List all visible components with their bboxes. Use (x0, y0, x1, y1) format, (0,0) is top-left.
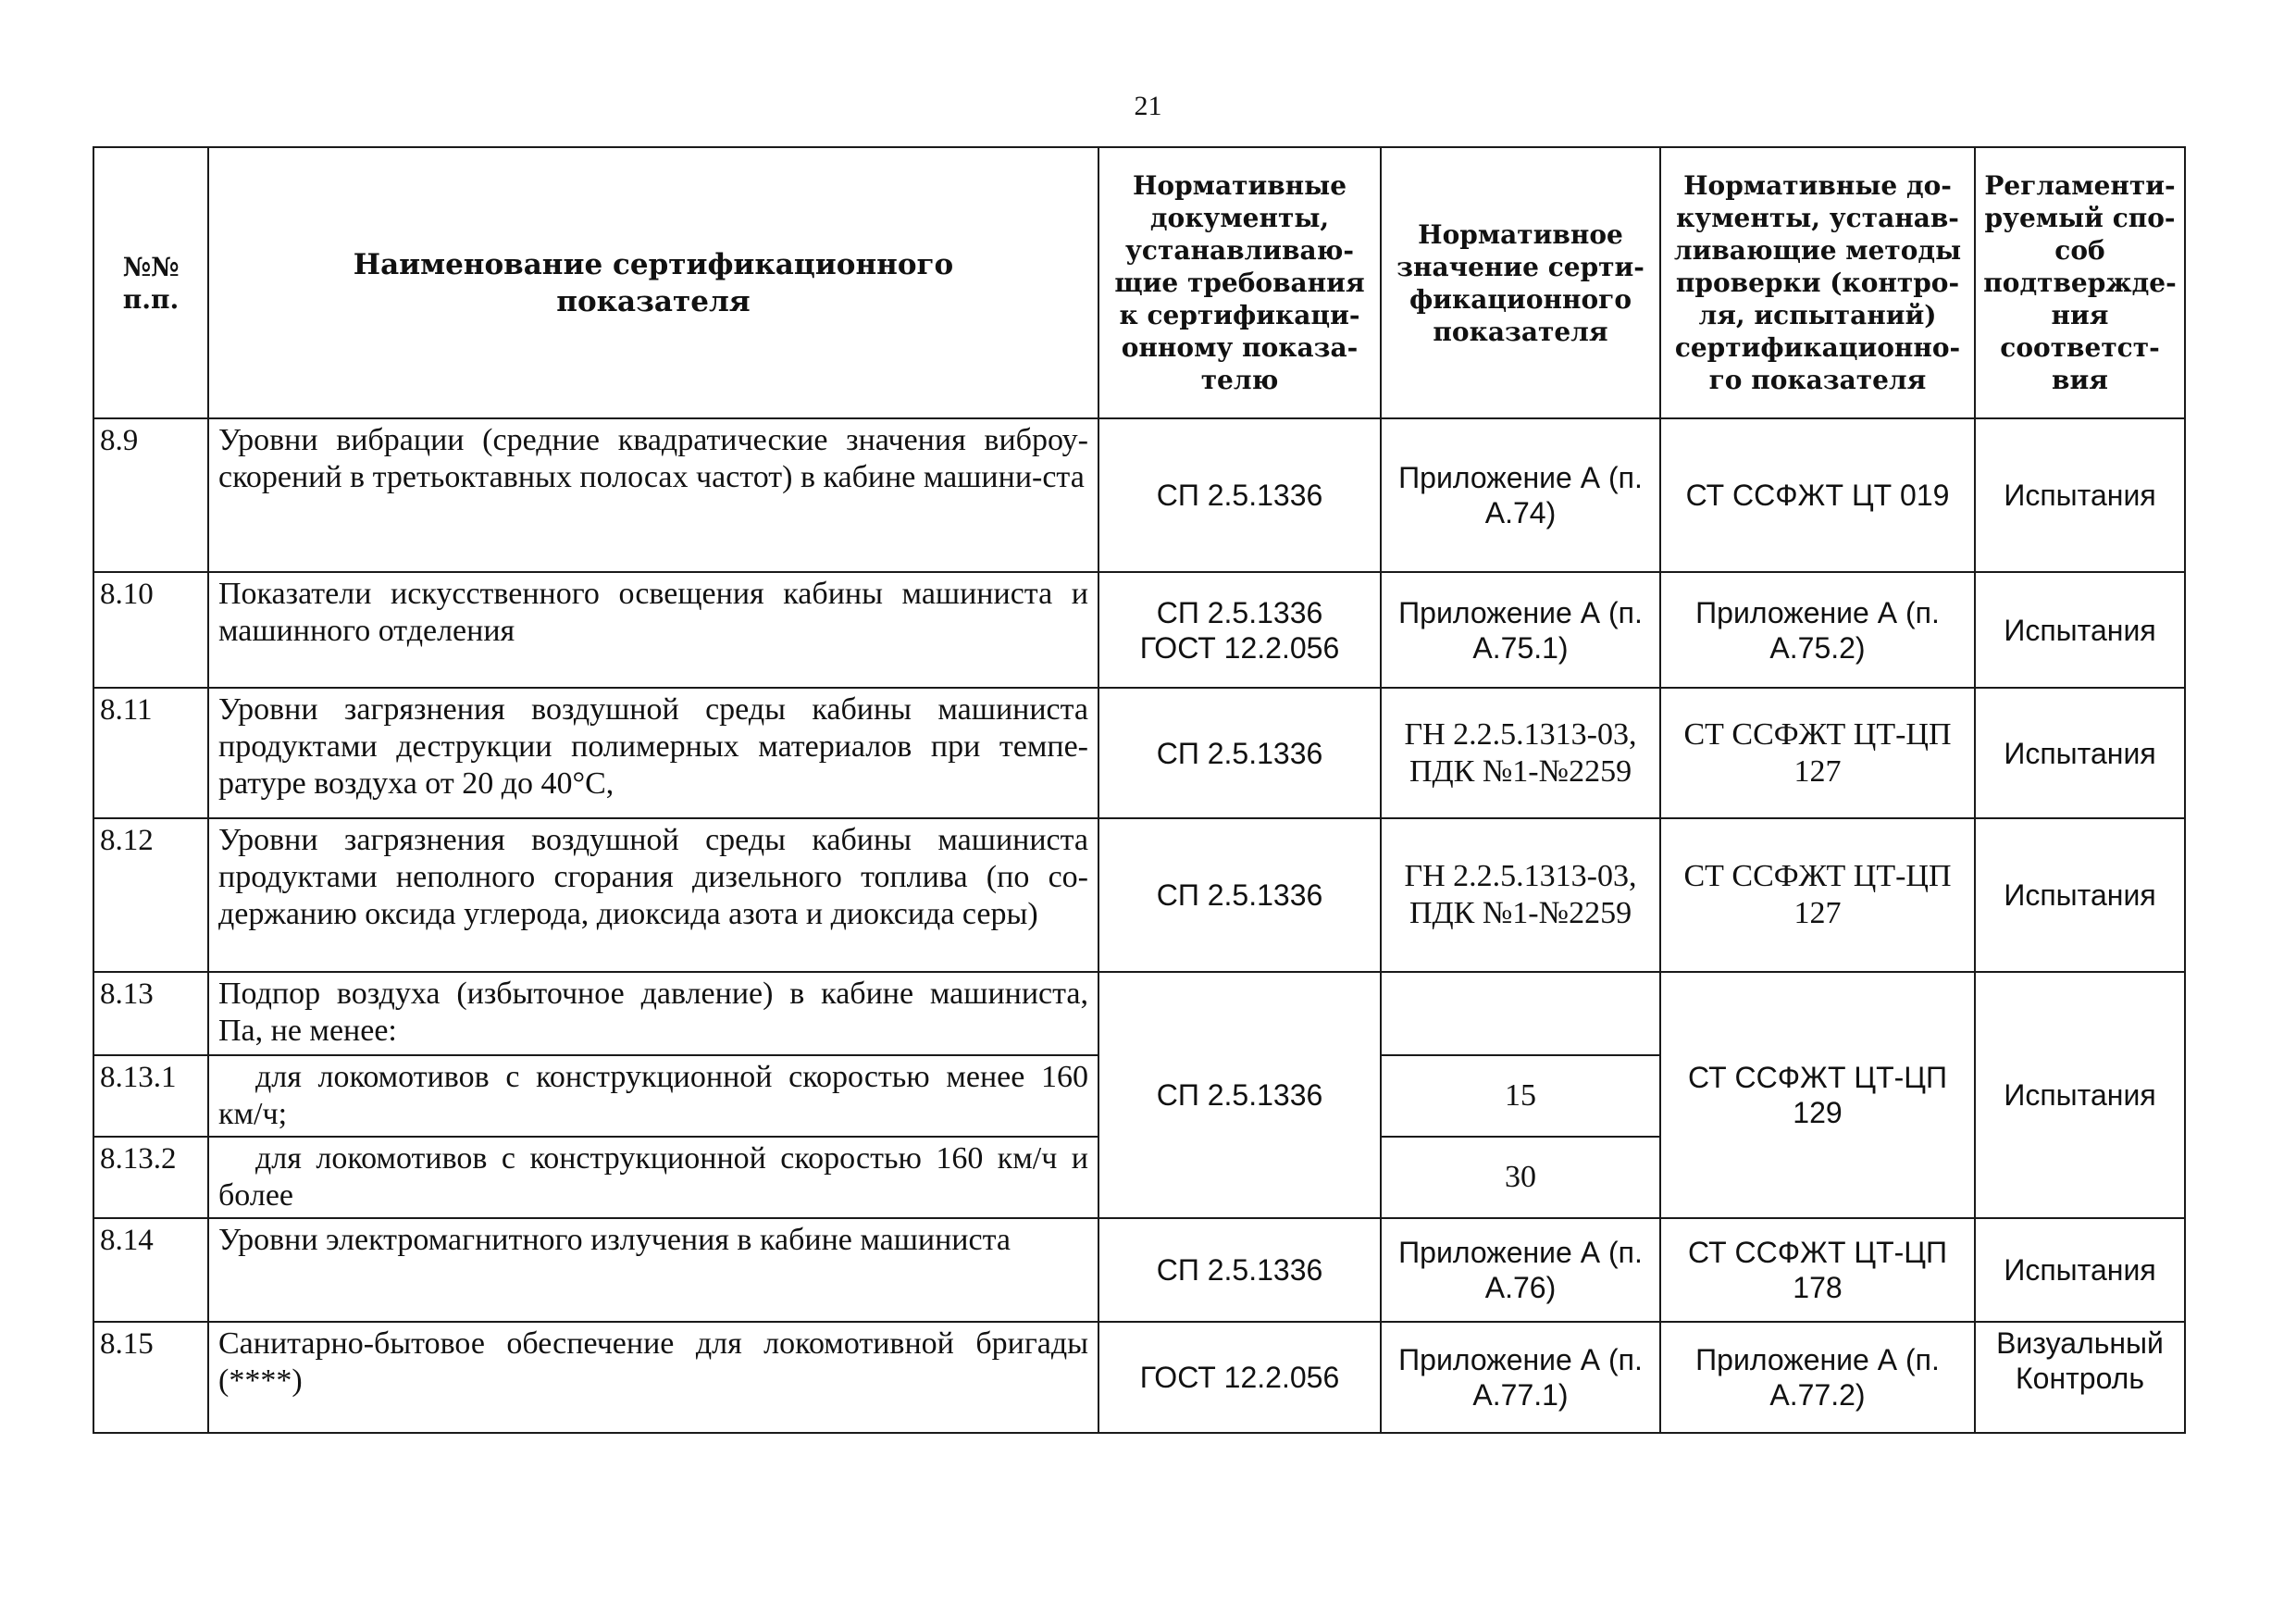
header-req-docs: Нормативные документы, устанавливаю-щие требования к сертификаци-онному показа-телю (1098, 147, 1381, 418)
row-norm-value: Приложение А (п. А.75.1) (1381, 572, 1660, 688)
table-row (93, 572, 2185, 688)
row-norm-value: Приложение А (п. А.77.1) (1381, 1322, 1660, 1433)
row-req-docs (1098, 572, 1381, 688)
row-number: 8.13.1 (93, 1055, 208, 1137)
row-confirm: Испытания (1975, 818, 2185, 972)
row-number: 8.14 (93, 1218, 208, 1322)
table-row (93, 418, 2185, 572)
row-confirm: Испытания (1975, 418, 2185, 572)
row-norm-value: 15 (1381, 1055, 1660, 1137)
row-req-docs: СП 2.5.1336 (1098, 418, 1381, 572)
row-method-docs: СТ ССФЖТ ЦТ-ЦП 127 (1660, 818, 1975, 972)
table-row (93, 688, 2185, 818)
row-name: Уровни электромагнитного излучения в кабине машиниста (208, 1218, 1098, 1322)
header-method-docs: Нормативные до-кументы, устанав-ливающие методы проверки (контро-ля, испытаний) сертификационно-го показателя (1660, 147, 1975, 418)
row-name: Подпор воздуха (избыточное давление) в кабине машиниста, Па, не менее: (208, 972, 1098, 1055)
row-method-docs: Приложение А (п. А.75.2) (1660, 572, 1975, 688)
row-name: Уровни загрязнения воздушной среды кабины машиниста продуктами деструкции полимерных материалов при темпе-ратуре воздуха от 20 до 40°С, (208, 688, 1098, 818)
row-confirm: Испытания (1975, 1218, 2185, 1322)
header-num: №№ п.п. (93, 147, 208, 418)
row-name: Уровни загрязнения воздушной среды кабины машиниста продуктами неполного сгорания дизельного топлива (по со-держанию оксида углерода, диоксида азота и диоксида серы) (208, 818, 1098, 972)
row-confirm: Испытания (1975, 572, 2185, 688)
row-number: 8.9 (93, 418, 208, 572)
row-method-docs: Приложение А (п. А.77.2) (1660, 1322, 1975, 1433)
req-doc-line: ГОСТ 12.2.056 (1139, 630, 1340, 665)
row-number: 8.12 (93, 818, 208, 972)
row-norm-value: ГН 2.2.5.1313-03, ПДК №1-№2259 (1381, 688, 1660, 818)
table-row (93, 1322, 2185, 1433)
row-req-docs: СП 2.5.1336 (1098, 688, 1381, 818)
row-norm-value-empty (1381, 972, 1660, 1055)
row-number: 8.10 (93, 572, 208, 688)
row-norm-value: 30 (1381, 1137, 1660, 1218)
header-confirm: Регламенти-руемый спо-соб подтвержде-ния соответст-вия (1975, 147, 2185, 418)
certification-table (93, 146, 2186, 1434)
table-row (93, 1218, 2185, 1322)
row-number: 8.11 (93, 688, 208, 818)
row-norm-value: Приложение А (п. А.74) (1381, 418, 1660, 572)
row-number: 8.13 (93, 972, 208, 1055)
table-row (93, 972, 2185, 1055)
req-doc-line: СП 2.5.1336 (1156, 595, 1323, 629)
row-method-docs: СТ ССФЖТ ЦТ-ЦП 127 (1660, 688, 1975, 818)
row-method-docs: СТ ССФЖТ ЦТ-ЦП 129 (1660, 972, 1975, 1218)
row-req-docs: ГОСТ 12.2.056 (1098, 1322, 1381, 1433)
row-name: Показатели искусственного освещения кабины машиниста и машинного отделения (208, 572, 1098, 688)
row-name: Уровни вибрации (средние квадратические значения виброу-скорений в третьоктавных полосах частот) в кабине машини-ста (208, 418, 1098, 572)
row-method-docs: СТ ССФЖТ ЦТ-ЦП 178 (1660, 1218, 1975, 1322)
page-number: 21 (1134, 91, 1162, 121)
header-norm-value: Нормативное значение серти-фикационного показателя (1381, 147, 1660, 418)
table-row (93, 818, 2185, 972)
row-name: для локомотивов с конструкционной скоростью 160 км/ч и более (208, 1137, 1098, 1218)
row-req-docs: СП 2.5.1336 (1098, 818, 1381, 972)
row-confirm: Испытания (1975, 688, 2185, 818)
row-name: Санитарно-бытовое обеспечение для локомотивной бригады (****) (208, 1322, 1098, 1433)
row-number: 8.15 (93, 1322, 208, 1433)
row-norm-value: Приложение А (п. А.76) (1381, 1218, 1660, 1322)
table-header-row (93, 147, 2185, 418)
row-req-docs: СП 2.5.1336 (1098, 1218, 1381, 1322)
row-req-docs: СП 2.5.1336 (1098, 972, 1381, 1218)
row-norm-value: ГН 2.2.5.1313-03, ПДК №1-№2259 (1381, 818, 1660, 972)
row-name: для локомотивов с конструкционной скоростью менее 160 км/ч; (208, 1055, 1098, 1137)
row-confirm: Визуальный Контроль (1975, 1322, 2185, 1433)
row-confirm: Испытания (1975, 972, 2185, 1218)
header-name: Наименование сертификационного показателя (208, 147, 1098, 418)
row-number: 8.13.2 (93, 1137, 208, 1218)
row-method-docs: СТ ССФЖТ ЦТ 019 (1660, 418, 1975, 572)
